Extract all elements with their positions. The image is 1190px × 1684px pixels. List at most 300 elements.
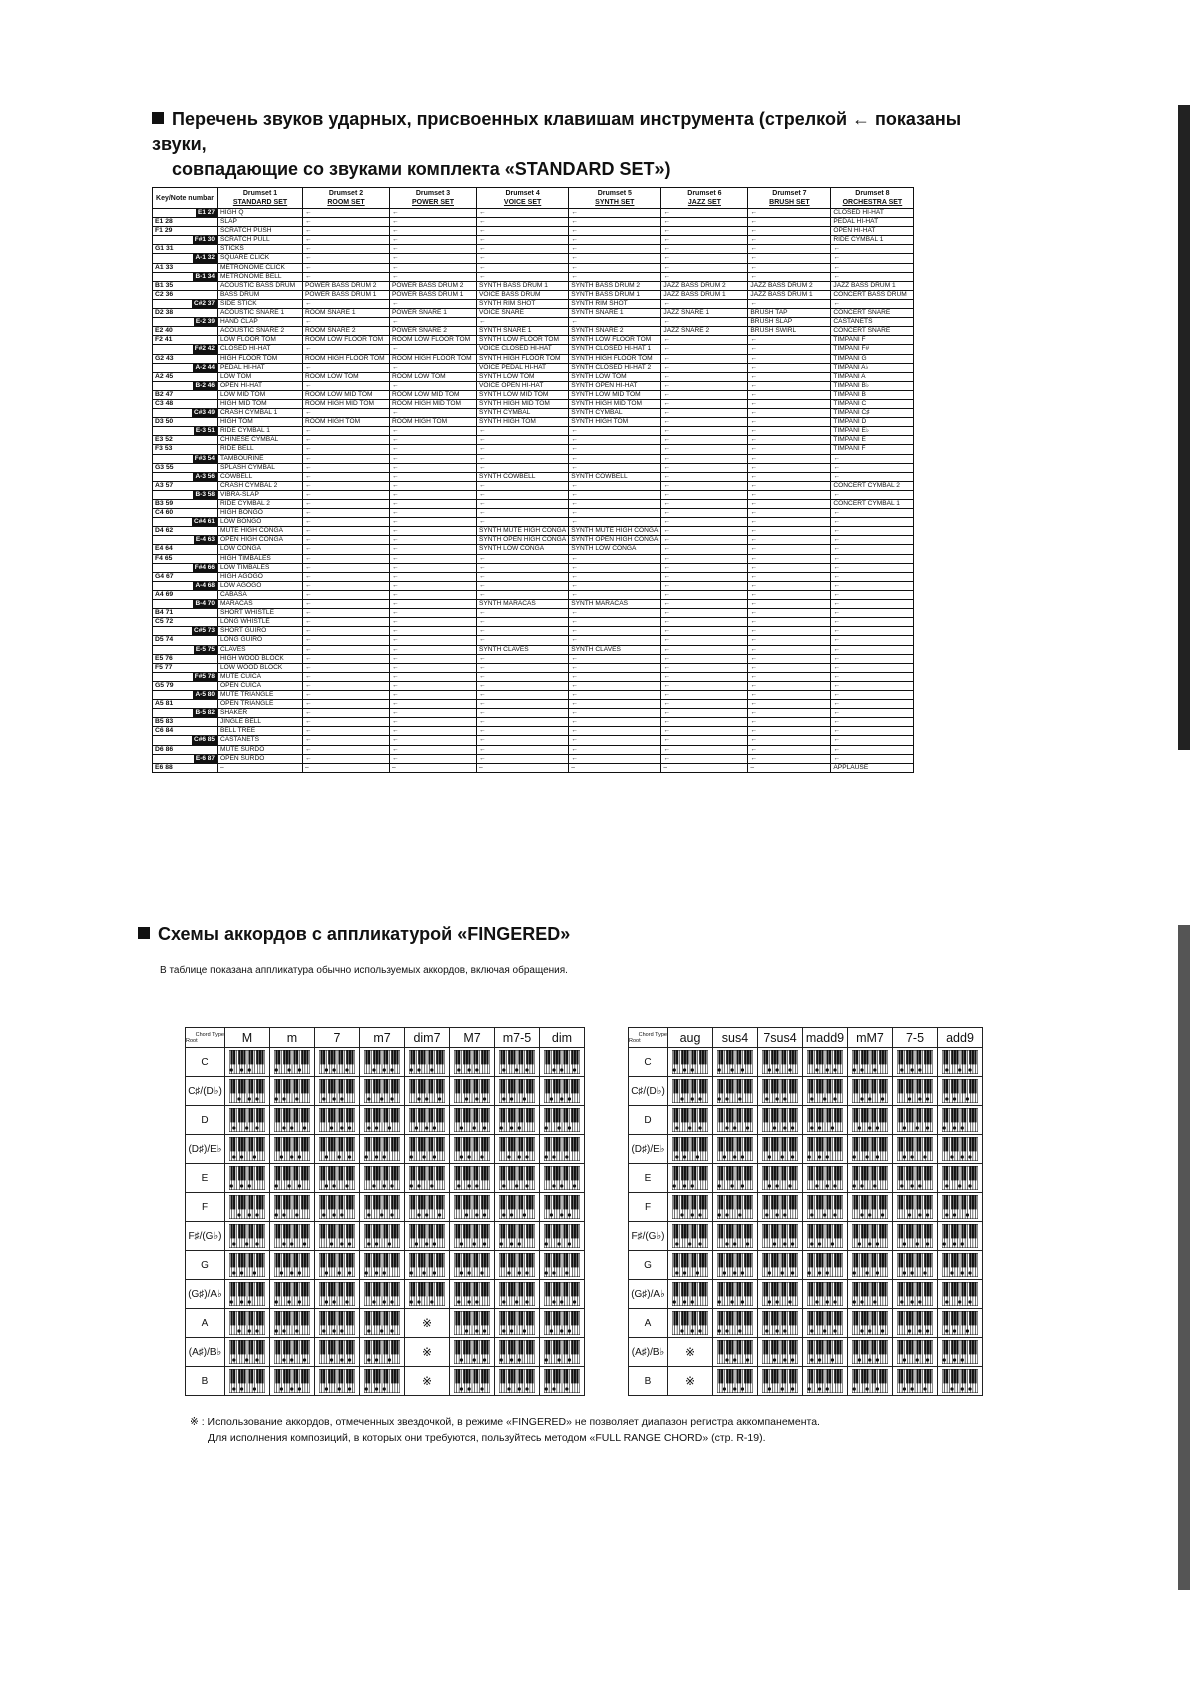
sound-cell: ← bbox=[831, 618, 914, 627]
sound-cell: ← bbox=[831, 527, 914, 536]
sound-cell: ← bbox=[661, 536, 748, 545]
sound-cell: BASS DRUM bbox=[218, 290, 303, 299]
sound-cell: ← bbox=[748, 209, 831, 218]
sound-cell: ← bbox=[390, 527, 477, 536]
keyboard-diagram-icon bbox=[848, 1106, 893, 1135]
sound-cell: OPEN HIGH CONGA bbox=[218, 536, 303, 545]
sound-cell: ← bbox=[390, 545, 477, 554]
sound-cell: ← bbox=[661, 627, 748, 636]
key-cell: A4 69 bbox=[153, 590, 218, 599]
sound-cell: LOW AGOGO bbox=[218, 581, 303, 590]
sound-cell: ← bbox=[569, 245, 661, 254]
sound-cell: ← bbox=[390, 736, 477, 745]
sound-cell: ← bbox=[661, 472, 748, 481]
keyboard-diagram-icon bbox=[668, 1193, 713, 1222]
sound-cell: ← bbox=[831, 663, 914, 672]
drum-row bbox=[153, 290, 914, 299]
root-cell: B bbox=[629, 1367, 668, 1396]
sound-cell: ← bbox=[303, 272, 390, 281]
sound-cell: SYNTH HIGH TOM bbox=[477, 418, 569, 427]
keyboard-diagram-icon bbox=[405, 1106, 450, 1135]
sound-cell: HAND CLAP bbox=[218, 318, 303, 327]
key-cell: B-5 82 bbox=[153, 709, 218, 718]
sound-cell: ← bbox=[661, 381, 748, 390]
sound-cell: ← bbox=[569, 636, 661, 645]
drum-row bbox=[153, 454, 914, 463]
keyboard-diagram-icon bbox=[315, 1106, 360, 1135]
key-cell: B-1 34 bbox=[153, 272, 218, 281]
sound-cell: ← bbox=[748, 563, 831, 572]
key-cell: F4 65 bbox=[153, 554, 218, 563]
sound-cell: ← bbox=[390, 727, 477, 736]
sound-cell: VIBRA-SLAP bbox=[218, 490, 303, 499]
chord-row bbox=[186, 1077, 585, 1106]
sound-cell: VOICE PEDAL HI-HAT bbox=[477, 363, 569, 372]
keyboard-diagram-icon bbox=[270, 1077, 315, 1106]
drum-row bbox=[153, 463, 914, 472]
sound-cell: ← bbox=[303, 490, 390, 499]
chord-row bbox=[629, 1338, 983, 1367]
drumset-header: Drumset 4 VOICE SET bbox=[477, 188, 569, 209]
keyboard-diagram-icon bbox=[758, 1135, 803, 1164]
keyboard-diagram-icon bbox=[495, 1077, 540, 1106]
sound-cell: ← bbox=[569, 463, 661, 472]
sound-cell: ← bbox=[390, 363, 477, 372]
sound-cell: SHAKER bbox=[218, 709, 303, 718]
keyboard-diagram-icon bbox=[360, 1222, 405, 1251]
keyboard-diagram-icon bbox=[315, 1193, 360, 1222]
sound-cell: ← bbox=[748, 227, 831, 236]
keyboard-diagram-icon bbox=[938, 1280, 983, 1309]
keyboard-diagram-icon bbox=[758, 1367, 803, 1396]
sound-cell: VOICE SNARE bbox=[477, 309, 569, 318]
sound-cell: ← bbox=[661, 454, 748, 463]
sound-cell: ← bbox=[661, 254, 748, 263]
sound-cell: ← bbox=[390, 263, 477, 272]
sound-cell: ← bbox=[477, 463, 569, 472]
sound-cell: SYNTH SNARE 1 bbox=[477, 327, 569, 336]
sound-cell: BRUSH SWIRL bbox=[748, 327, 831, 336]
sound-cell: ROOM HIGH TOM bbox=[303, 418, 390, 427]
sound-cell: HIGH FLOOR TOM bbox=[218, 354, 303, 363]
chord-type-header: 7-5 bbox=[893, 1028, 938, 1048]
drum-row bbox=[153, 527, 914, 536]
sound-cell: ← bbox=[303, 299, 390, 308]
keyboard-diagram-icon bbox=[540, 1338, 585, 1367]
sound-cell: ← bbox=[303, 554, 390, 563]
drum-row bbox=[153, 518, 914, 527]
sound-cell: HIGH MID TOM bbox=[218, 399, 303, 408]
key-cell: F5 77 bbox=[153, 663, 218, 672]
sound-cell: MUTE TRIANGLE bbox=[218, 690, 303, 699]
sound-cell: SYNTH LOW MID TOM bbox=[477, 390, 569, 399]
sound-cell: ← bbox=[303, 363, 390, 372]
sound-cell: OPEN SURDO bbox=[218, 754, 303, 763]
sound-cell: ← bbox=[569, 745, 661, 754]
sound-cell: SYNTH CLOSED HI-HAT 1 bbox=[569, 345, 661, 354]
key-cell: F#4 66 bbox=[153, 563, 218, 572]
sound-cell: ← bbox=[748, 618, 831, 627]
drum-row bbox=[153, 736, 914, 745]
sound-cell: TIMPANI F bbox=[831, 445, 914, 454]
sound-cell: ← bbox=[390, 427, 477, 436]
sound-cell: SYNTH MARACAS bbox=[569, 600, 661, 609]
keyboard-diagram-icon bbox=[668, 1106, 713, 1135]
sound-cell: JAZZ SNARE 1 bbox=[661, 309, 748, 318]
sound-cell: BRUSH SLAP bbox=[748, 318, 831, 327]
keyboard-diagram-icon bbox=[848, 1135, 893, 1164]
keyboard-diagram-icon bbox=[938, 1367, 983, 1396]
sound-cell: ← bbox=[569, 209, 661, 218]
root-cell: C♯/(D♭) bbox=[186, 1077, 225, 1106]
sound-cell: ← bbox=[748, 245, 831, 254]
star-mark: ※ bbox=[405, 1338, 450, 1367]
sound-cell: BRUSH TAP bbox=[748, 309, 831, 318]
sound-cell: SYNTH LOW TOM bbox=[569, 372, 661, 381]
sound-cell: ← bbox=[303, 645, 390, 654]
sound-cell: ← bbox=[831, 563, 914, 572]
sound-cell: ← bbox=[748, 454, 831, 463]
sound-cell: ← bbox=[303, 427, 390, 436]
sound-cell: ← bbox=[569, 254, 661, 263]
key-cell: F2 41 bbox=[153, 336, 218, 345]
sound-cell: ← bbox=[831, 263, 914, 272]
sound-cell: ← bbox=[477, 445, 569, 454]
sound-cell: CHINESE CYMBAL bbox=[218, 436, 303, 445]
sound-cell: ← bbox=[303, 563, 390, 572]
drum-row bbox=[153, 427, 914, 436]
sound-cell: ← bbox=[303, 727, 390, 736]
drum-row bbox=[153, 418, 914, 427]
sound-cell: ← bbox=[303, 572, 390, 581]
drum-row bbox=[153, 381, 914, 390]
drum-row bbox=[153, 581, 914, 590]
root-cell: D bbox=[629, 1106, 668, 1135]
keyboard-diagram-icon bbox=[540, 1193, 585, 1222]
key-cell: D6 86 bbox=[153, 745, 218, 754]
keyboard-diagram-icon bbox=[540, 1077, 585, 1106]
sound-cell: ← bbox=[390, 481, 477, 490]
sound-cell: ← bbox=[661, 527, 748, 536]
sound-cell: ← bbox=[748, 663, 831, 672]
sound-cell: MUTE CUICA bbox=[218, 672, 303, 681]
key-cell: E-5 75 bbox=[153, 645, 218, 654]
sound-cell: POWER SNARE 2 bbox=[390, 327, 477, 336]
sound-cell: ← bbox=[831, 545, 914, 554]
sound-cell: ← bbox=[477, 690, 569, 699]
sound-cell: ← bbox=[831, 536, 914, 545]
drum-row bbox=[153, 654, 914, 663]
drum-row bbox=[153, 609, 914, 618]
sound-cell: OPEN HI-HAT bbox=[831, 227, 914, 236]
sound-cell: CRASH CYMBAL 1 bbox=[218, 409, 303, 418]
sound-cell: ← bbox=[748, 581, 831, 590]
drum-row bbox=[153, 345, 914, 354]
sound-cell: ← bbox=[748, 572, 831, 581]
sound-cell: VOICE OPEN HI-HAT bbox=[477, 381, 569, 390]
page-edge-bar-top bbox=[1178, 105, 1190, 750]
sound-cell: ← bbox=[831, 454, 914, 463]
sound-cell: ← bbox=[661, 754, 748, 763]
sound-cell: JAZZ BASS DRUM 1 bbox=[831, 281, 914, 290]
sound-cell: ← bbox=[748, 545, 831, 554]
chord-row bbox=[629, 1222, 983, 1251]
key-cell: C#4 61 bbox=[153, 518, 218, 527]
drum-row bbox=[153, 663, 914, 672]
sound-cell: ← bbox=[831, 627, 914, 636]
keyboard-diagram-icon bbox=[803, 1077, 848, 1106]
drum-row bbox=[153, 709, 914, 718]
chord-row bbox=[629, 1048, 983, 1077]
sound-cell: ← bbox=[661, 745, 748, 754]
sound-cell: ← bbox=[390, 581, 477, 590]
root-cell: D bbox=[186, 1106, 225, 1135]
sound-cell: ← bbox=[661, 418, 748, 427]
sound-cell: LOW BONGO bbox=[218, 518, 303, 527]
drum-row bbox=[153, 245, 914, 254]
sound-cell: ← bbox=[569, 618, 661, 627]
drum-row bbox=[153, 718, 914, 727]
keyboard-diagram-icon bbox=[405, 1222, 450, 1251]
sound-cell: LOW FLOOR TOM bbox=[218, 336, 303, 345]
sound-cell: ← bbox=[661, 663, 748, 672]
sound-cell: ← bbox=[748, 472, 831, 481]
sound-cell: ROOM LOW TOM bbox=[390, 372, 477, 381]
drum-row bbox=[153, 700, 914, 709]
sound-cell: ← bbox=[390, 590, 477, 599]
sound-cell: ← bbox=[477, 618, 569, 627]
sound-cell: CASTANETS bbox=[218, 736, 303, 745]
chord-row bbox=[629, 1367, 983, 1396]
drum-row bbox=[153, 436, 914, 445]
sound-cell: ← bbox=[477, 663, 569, 672]
page-edge-bar-bottom bbox=[1178, 925, 1190, 1590]
sound-cell: TIMPANI C♯ bbox=[831, 409, 914, 418]
keyboard-diagram-icon bbox=[540, 1309, 585, 1338]
keyboard-diagram-icon bbox=[758, 1251, 803, 1280]
sound-cell: ← bbox=[661, 272, 748, 281]
sound-cell: ← bbox=[661, 672, 748, 681]
sound-cell: TIMPANI E bbox=[831, 436, 914, 445]
keyboard-diagram-icon bbox=[315, 1309, 360, 1338]
sound-cell: ← bbox=[390, 218, 477, 227]
sound-cell: ← bbox=[477, 636, 569, 645]
sound-cell: ← bbox=[748, 399, 831, 408]
sound-cell: ← bbox=[303, 754, 390, 763]
chord-type-header: 7 bbox=[315, 1028, 360, 1048]
sound-cell: ← bbox=[303, 218, 390, 227]
sound-cell: ← bbox=[569, 236, 661, 245]
sound-cell: SHORT WHISTLE bbox=[218, 609, 303, 618]
keyboard-diagram-icon bbox=[540, 1164, 585, 1193]
sound-cell: ← bbox=[831, 581, 914, 590]
sound-cell: ← bbox=[748, 690, 831, 699]
sound-cell: SPLASH CYMBAL bbox=[218, 463, 303, 472]
chord-type-header: dim bbox=[540, 1028, 585, 1048]
sound-cell: ← bbox=[390, 299, 477, 308]
keyboard-diagram-icon bbox=[405, 1135, 450, 1164]
sound-cell: ← bbox=[303, 381, 390, 390]
keyboard-diagram-icon bbox=[893, 1164, 938, 1193]
sound-cell: – bbox=[390, 763, 477, 772]
sound-cell: HIGH TOM bbox=[218, 418, 303, 427]
keyboard-diagram-icon bbox=[360, 1309, 405, 1338]
keyboard-diagram-icon bbox=[315, 1048, 360, 1077]
sound-cell: ← bbox=[661, 563, 748, 572]
sound-cell: ← bbox=[661, 490, 748, 499]
sound-cell: SYNTH CYMBAL bbox=[569, 409, 661, 418]
drum-row bbox=[153, 727, 914, 736]
sound-cell: ← bbox=[831, 463, 914, 472]
keyboard-diagram-icon bbox=[758, 1106, 803, 1135]
keyboard-diagram-icon bbox=[893, 1222, 938, 1251]
drum-row bbox=[153, 481, 914, 490]
chord-row bbox=[186, 1309, 585, 1338]
keyboard-diagram-icon bbox=[450, 1164, 495, 1193]
sound-cell: ← bbox=[569, 454, 661, 463]
corner-header: Chord Type Root bbox=[186, 1028, 225, 1048]
sound-cell: ← bbox=[569, 736, 661, 745]
sound-cell: ← bbox=[569, 609, 661, 618]
sound-cell: ← bbox=[661, 572, 748, 581]
sound-cell: ← bbox=[303, 236, 390, 245]
sound-cell: SYNTH HIGH FLOOR TOM bbox=[569, 354, 661, 363]
sound-cell: ← bbox=[661, 354, 748, 363]
drum-row bbox=[153, 490, 914, 499]
keyboard-diagram-icon bbox=[315, 1135, 360, 1164]
sound-cell: ← bbox=[390, 754, 477, 763]
sound-cell: ← bbox=[831, 718, 914, 727]
keyboard-diagram-icon bbox=[668, 1135, 713, 1164]
keyboard-diagram-icon bbox=[405, 1280, 450, 1309]
sound-cell: ← bbox=[477, 490, 569, 499]
sound-cell: ← bbox=[477, 609, 569, 618]
sound-cell: ← bbox=[303, 618, 390, 627]
keyboard-diagram-icon bbox=[405, 1077, 450, 1106]
keyboard-diagram-icon bbox=[893, 1077, 938, 1106]
chord-row bbox=[186, 1106, 585, 1135]
drum-row bbox=[153, 618, 914, 627]
sound-cell: ← bbox=[748, 363, 831, 372]
keyboard-diagram-icon bbox=[450, 1338, 495, 1367]
sound-cell: RIDE CYMBAL 1 bbox=[831, 236, 914, 245]
sound-cell: ← bbox=[748, 263, 831, 272]
sound-cell: ← bbox=[303, 709, 390, 718]
keyboard-diagram-icon bbox=[270, 1309, 315, 1338]
sound-cell: ← bbox=[303, 518, 390, 527]
key-cell: F1 29 bbox=[153, 227, 218, 236]
sound-cell: LONG GUIRO bbox=[218, 636, 303, 645]
keyboard-diagram-icon bbox=[450, 1077, 495, 1106]
key-cell: A-5 80 bbox=[153, 690, 218, 699]
sound-cell: BELL TREE bbox=[218, 727, 303, 736]
drum-row bbox=[153, 563, 914, 572]
sound-cell: ← bbox=[661, 336, 748, 345]
keyboard-diagram-icon bbox=[495, 1193, 540, 1222]
keyboard-diagram-icon bbox=[848, 1193, 893, 1222]
keyboard-diagram-icon bbox=[758, 1193, 803, 1222]
sound-cell: METRONOME BELL bbox=[218, 272, 303, 281]
root-cell: E bbox=[186, 1164, 225, 1193]
keyboard-diagram-icon bbox=[668, 1164, 713, 1193]
keyboard-diagram-icon bbox=[803, 1222, 848, 1251]
sound-cell: ← bbox=[390, 209, 477, 218]
sound-cell: SYNTH LOW CONGA bbox=[477, 545, 569, 554]
sound-cell: ← bbox=[303, 500, 390, 509]
sound-cell: ← bbox=[390, 618, 477, 627]
sound-cell: ← bbox=[303, 527, 390, 536]
sound-cell: ← bbox=[661, 318, 748, 327]
sound-cell: CONCERT BASS DRUM bbox=[831, 290, 914, 299]
sound-cell: ← bbox=[303, 609, 390, 618]
sound-cell: ← bbox=[477, 727, 569, 736]
drumset-header: Drumset 6 JAZZ SET bbox=[661, 188, 748, 209]
drumset-header: Drumset 1 STANDARD SET bbox=[218, 188, 303, 209]
sound-cell: ← bbox=[661, 399, 748, 408]
drum-row bbox=[153, 209, 914, 218]
sound-cell: TIMPANI E♭ bbox=[831, 427, 914, 436]
sound-cell: SYNTH OPEN HIGH CONGA bbox=[569, 536, 661, 545]
keyboard-diagram-icon bbox=[405, 1193, 450, 1222]
keyboard-diagram-icon bbox=[668, 1077, 713, 1106]
chord-row bbox=[186, 1193, 585, 1222]
sound-cell: ← bbox=[748, 427, 831, 436]
drumset-header: Drumset 3 POWER SET bbox=[390, 188, 477, 209]
keyboard-diagram-icon bbox=[803, 1251, 848, 1280]
keyboard-diagram-icon bbox=[803, 1048, 848, 1077]
chord-type-header: M7 bbox=[450, 1028, 495, 1048]
root-cell: (A♯)/B♭ bbox=[629, 1338, 668, 1367]
sound-cell: ← bbox=[831, 700, 914, 709]
keyboard-diagram-icon bbox=[225, 1106, 270, 1135]
drum-row bbox=[153, 390, 914, 399]
keyboard-diagram-icon bbox=[848, 1077, 893, 1106]
chord-type-header: dim7 bbox=[405, 1028, 450, 1048]
sound-cell: SYNTH COWBELL bbox=[569, 472, 661, 481]
key-cell: G4 67 bbox=[153, 572, 218, 581]
sound-cell: ← bbox=[748, 418, 831, 427]
keyboard-diagram-icon bbox=[713, 1280, 758, 1309]
sound-cell: ← bbox=[748, 527, 831, 536]
keyboard-diagram-icon bbox=[225, 1251, 270, 1280]
sound-cell: SYNTH CLAVES bbox=[477, 645, 569, 654]
chord-type-header: madd9 bbox=[803, 1028, 848, 1048]
drum-row bbox=[153, 690, 914, 699]
sound-cell: ← bbox=[748, 481, 831, 490]
key-cell: B1 35 bbox=[153, 281, 218, 290]
sound-cell: ROOM LOW FLOOR TOM bbox=[303, 336, 390, 345]
sound-cell: ← bbox=[569, 700, 661, 709]
sound-cell: ← bbox=[748, 372, 831, 381]
sound-cell: ← bbox=[390, 490, 477, 499]
keyboard-diagram-icon bbox=[848, 1251, 893, 1280]
keyboard-diagram-icon bbox=[315, 1164, 360, 1193]
sound-cell: ← bbox=[831, 272, 914, 281]
keyboard-diagram-icon bbox=[713, 1222, 758, 1251]
sound-cell: – bbox=[477, 763, 569, 772]
chord-row bbox=[186, 1367, 585, 1396]
key-cell: A1 33 bbox=[153, 263, 218, 272]
keyboard-diagram-icon bbox=[270, 1193, 315, 1222]
keyboard-diagram-icon bbox=[803, 1135, 848, 1164]
chord-row bbox=[629, 1135, 983, 1164]
sound-cell: SYNTH MUTE HIGH CONGA bbox=[569, 527, 661, 536]
sound-cell: ← bbox=[661, 209, 748, 218]
keyboard-diagram-icon bbox=[938, 1077, 983, 1106]
keyboard-diagram-icon bbox=[713, 1164, 758, 1193]
chord-type-header: M bbox=[225, 1028, 270, 1048]
sound-cell: ← bbox=[390, 563, 477, 572]
